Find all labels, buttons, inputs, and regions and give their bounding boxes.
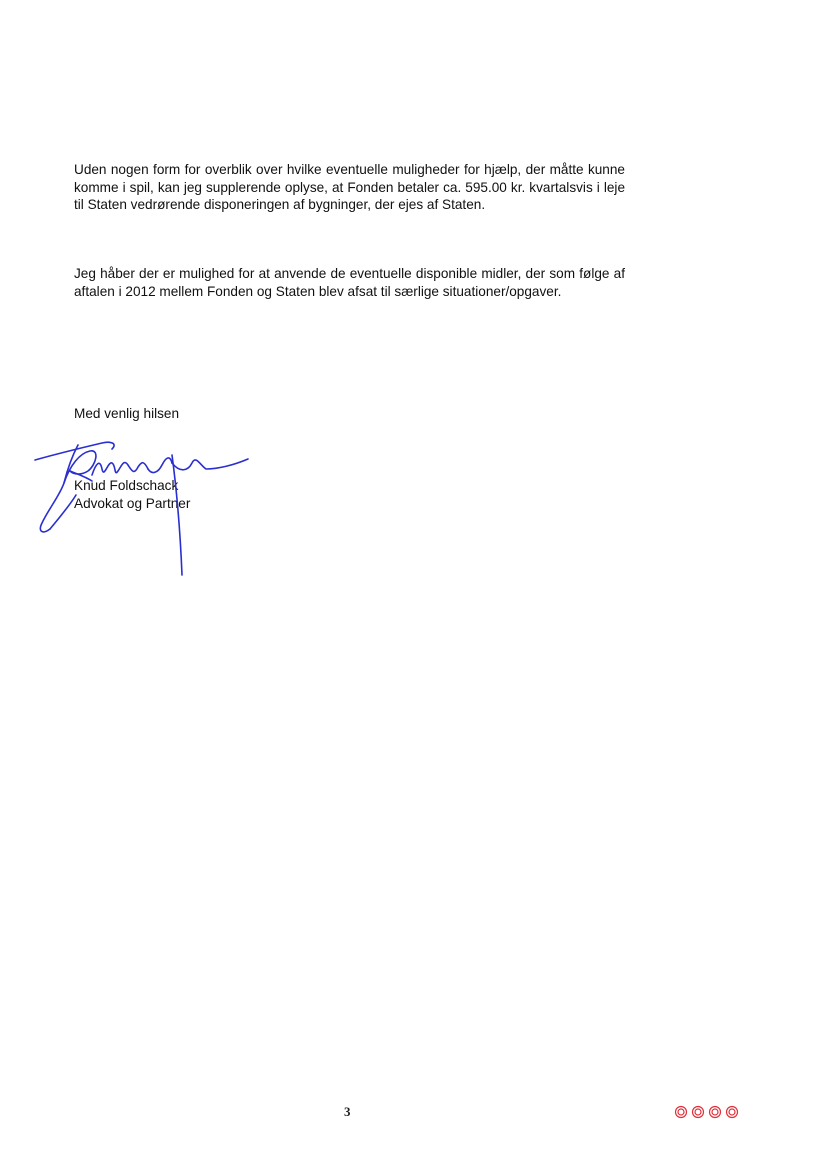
- body-paragraph-1: Uden nogen form for overblik over hvilke eventuelle muligheder for hjælp, der måtte kunne komme i spil, kan jeg supplerende oplyse, at Fonden betaler ca. 595.00 kr. kvartalsvis i leje til Staten vedrørende disponeringen af bygninger, der ejes af Staten.: [74, 162, 625, 213]
- body-paragraph-2: Jeg håber der er mulighed for at anvende de eventuelle disponible midler, der som følge af aftalen i 2012 mellem Fonden og Staten blev afsat til særlige situationer/opgaver.: [74, 266, 625, 299]
- signature-block: [74, 477, 190, 512]
- page-number: 3: [344, 1104, 351, 1119]
- signer-title: Advokat og Partner: [74, 495, 191, 511]
- closing-salutation: Med venlig hilsen: [74, 406, 180, 421]
- red-stamp-icon: [673, 1104, 741, 1120]
- signer-name: Knud Foldschack: [74, 478, 179, 493]
